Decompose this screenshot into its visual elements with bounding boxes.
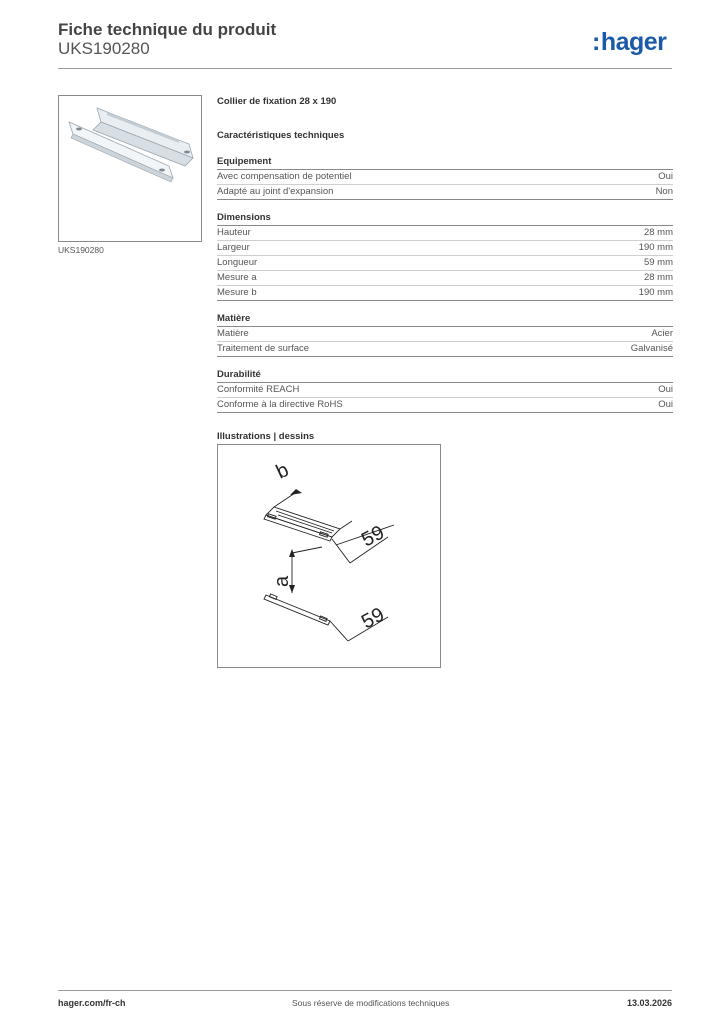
- spec-value: 190 mm: [638, 242, 673, 253]
- product-photo: [58, 95, 202, 242]
- page-title: Fiche technique du produit: [58, 20, 277, 39]
- spec-row: [217, 241, 673, 256]
- spec-value: 59 mm: [643, 257, 673, 268]
- label-dim-bottom: 59: [358, 603, 388, 634]
- spec-row: [217, 226, 673, 241]
- spec-row: [217, 342, 673, 357]
- spec-value: 28 mm: [643, 272, 673, 283]
- spec-value: Oui: [658, 384, 673, 395]
- spec-value: Oui: [658, 399, 673, 410]
- label-dim-top: 59: [358, 521, 388, 552]
- spec-content: [217, 96, 673, 445]
- spec-row: [217, 256, 673, 271]
- spec-row: [217, 383, 673, 398]
- spec-row: [217, 271, 673, 286]
- brand-name: hager: [600, 28, 667, 56]
- footer-date: 13.03.2026: [627, 998, 673, 1008]
- spec-label: Largeur: [217, 242, 250, 253]
- label-b: b: [272, 458, 293, 484]
- spec-label: Adapté au joint d'expansion: [217, 186, 334, 197]
- spec-label: Hauteur: [217, 227, 251, 238]
- characteristics-heading: Caractéristiques techniques: [217, 130, 345, 141]
- spec-value: 190 mm: [638, 287, 673, 298]
- section-table: [217, 170, 673, 200]
- spec-row: [217, 398, 673, 413]
- product-code: UKS190280: [58, 39, 150, 58]
- spec-value: Oui: [658, 171, 673, 182]
- section-heading: Equipement: [217, 156, 673, 170]
- spec-row: [217, 185, 673, 200]
- illustrations-heading: Illustrations | dessins: [217, 431, 315, 442]
- product-photo-caption: UKS190280: [58, 245, 104, 255]
- spec-row: [217, 327, 673, 342]
- spec-label: Mesure a: [217, 272, 257, 283]
- spec-label: Matière: [217, 328, 249, 339]
- spec-value: Acier: [651, 328, 673, 339]
- spec-label: Mesure b: [217, 287, 257, 298]
- footer-divider: [58, 990, 672, 991]
- section-heading: Dimensions: [217, 212, 673, 226]
- spec-row: [217, 170, 673, 185]
- section-table: [217, 383, 673, 413]
- spec-label: Conforme à la directive RoHS: [217, 399, 343, 410]
- footer-disclaimer: Sous réserve de modifications techniques: [292, 998, 450, 1008]
- section-heading: Matière: [217, 313, 673, 327]
- label-a: a: [271, 575, 293, 587]
- spec-label: Longueur: [217, 257, 258, 268]
- spec-label: Conformité REACH: [217, 384, 300, 395]
- section-heading: Durabilité: [217, 369, 673, 383]
- product-photo-illustration: [59, 96, 201, 241]
- footer-website-link[interactable]: hager.com/fr-ch: [58, 998, 126, 1008]
- spec-row: [217, 286, 673, 301]
- section-table: [217, 327, 673, 357]
- section-table: [217, 226, 673, 301]
- spec-label: Traitement de surface: [217, 343, 310, 354]
- product-name: Collier de fixation 28 x 190: [217, 96, 337, 107]
- spec-label: Avec compensation de potentiel: [217, 171, 352, 182]
- spec-value: Galvanisé: [630, 343, 673, 354]
- spec-value: 28 mm: [643, 227, 673, 238]
- spec-value: Non: [655, 186, 673, 197]
- brand-logo: :hager: [592, 28, 667, 56]
- spec-sections: [217, 156, 673, 413]
- dimension-drawing: [217, 444, 441, 668]
- header-divider: [58, 68, 672, 69]
- dimension-drawing-svg: [218, 445, 440, 667]
